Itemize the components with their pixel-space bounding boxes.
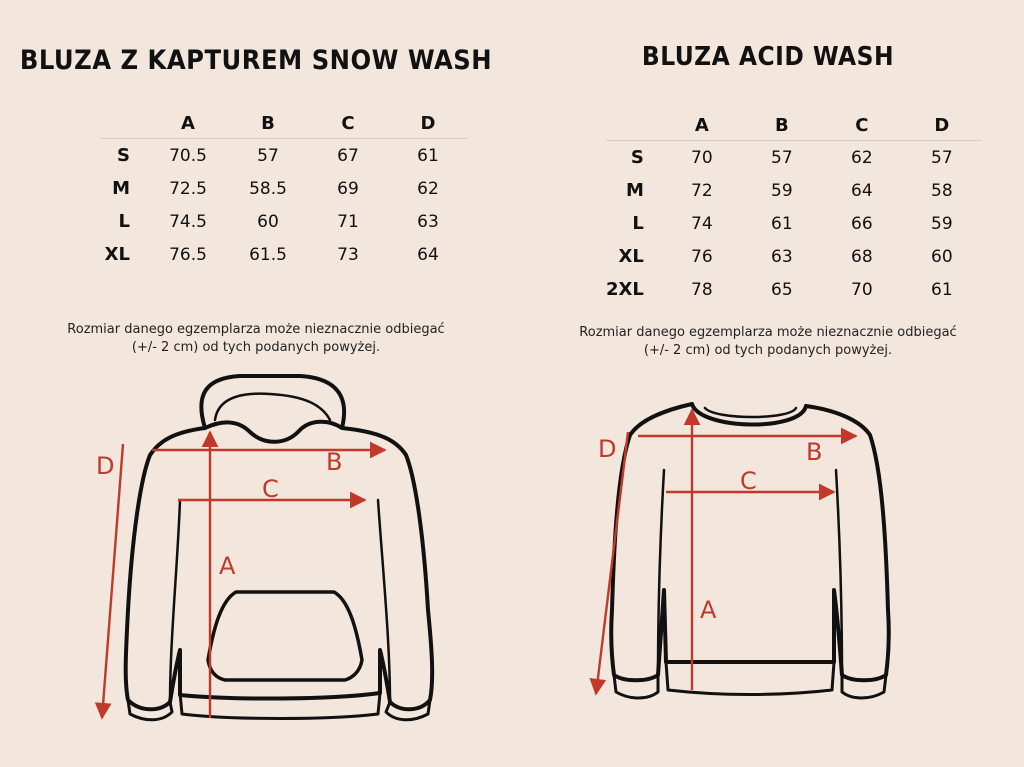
sweatshirt-title: BLUZA ACID WASH — [641, 42, 895, 72]
note-line: Rozmiar danego egzemplarza może nieznacznie odbiegać — [579, 325, 957, 340]
note-line: (+/- 2 cm) od tych podanych powyżej. — [643, 343, 893, 358]
table-cell: 64 — [851, 180, 873, 201]
measure-a-label: A — [700, 596, 717, 624]
table-cell: 68 — [851, 246, 873, 267]
table-cell: 74.5 — [169, 211, 207, 232]
table-cell: 58 — [931, 180, 953, 201]
column-header: B — [261, 112, 275, 134]
hoodie-size-table — [100, 108, 468, 271]
note-line: (+/- 2 cm) od tych podanych powyżej. — [131, 340, 381, 355]
table-cell: 59 — [931, 213, 953, 234]
table-row — [606, 240, 982, 273]
table-cell: 64 — [417, 244, 439, 265]
table-cell: 61.5 — [249, 244, 287, 265]
table-cell: 72 — [691, 180, 713, 201]
table-cell: 61 — [931, 279, 953, 300]
measure-d-label: D — [96, 452, 115, 480]
sweatshirt-body-outline — [611, 404, 889, 680]
sweatshirt-size-panel — [512, 0, 1024, 767]
table-cell: 76.5 — [169, 244, 207, 265]
table-cell: 70 — [851, 279, 873, 300]
measure-c-label: C — [262, 475, 279, 503]
size-label: XL — [104, 244, 130, 265]
measure-c-label: C — [740, 467, 757, 495]
table-cell: 62 — [851, 147, 873, 168]
size-label: M — [625, 180, 644, 201]
kangaroo-pocket — [208, 592, 362, 680]
table-cell: 61 — [417, 145, 439, 166]
table-cell: 59 — [771, 180, 793, 201]
table-cell: 74 — [691, 213, 713, 234]
table-row — [606, 174, 982, 207]
column-header: C — [341, 112, 355, 134]
measure-d-label: D — [598, 435, 617, 463]
size-label: XL — [618, 246, 644, 267]
table-cell: 63 — [771, 246, 793, 267]
measure-a-label: A — [219, 552, 236, 580]
size-label: 2XL — [606, 279, 644, 300]
size-label: L — [632, 213, 644, 234]
table-cell: 65 — [771, 279, 793, 300]
size-tolerance-note — [0, 321, 512, 357]
table-cell: 63 — [417, 211, 439, 232]
table-cell: 61 — [771, 213, 793, 234]
column-header: D — [420, 112, 436, 134]
table-cell: 78 — [691, 279, 713, 300]
table-row — [606, 273, 982, 306]
table-cell: 57 — [771, 147, 793, 168]
size-label: M — [112, 178, 130, 199]
table-row — [606, 207, 982, 240]
sweatshirt-illustration — [512, 360, 1024, 767]
sweatshirt-size-table — [606, 110, 982, 306]
table-cell: 67 — [337, 145, 359, 166]
collar-outline — [692, 404, 806, 425]
table-row — [100, 172, 468, 205]
collar-inner — [705, 408, 796, 417]
hoodie-title: BLUZA Z KAPTUREM SNOW WASH — [19, 45, 493, 76]
size-tolerance-note — [512, 324, 1024, 360]
table-cell: 57 — [931, 147, 953, 168]
table-cell: 73 — [337, 244, 359, 265]
table-header-row — [606, 110, 982, 141]
table-row — [100, 139, 468, 173]
table-cell: 58.5 — [249, 178, 287, 199]
hood-inner — [215, 394, 330, 420]
table-cell: 69 — [337, 178, 359, 199]
table-cell: 57 — [257, 145, 279, 166]
table-row — [100, 205, 468, 238]
measure-d-line — [102, 444, 123, 718]
table-cell: 60 — [931, 246, 953, 267]
table-row — [100, 238, 468, 271]
table-cell: 66 — [851, 213, 873, 234]
hoodie-illustration — [0, 360, 512, 767]
table-row — [606, 141, 982, 175]
table-cell: 60 — [257, 211, 279, 232]
table-cell: 76 — [691, 246, 713, 267]
note-line: Rozmiar danego egzemplarza może nieznacznie odbiegać — [67, 322, 445, 337]
table-cell: 62 — [417, 178, 439, 199]
size-label: L — [118, 211, 130, 232]
column-header: A — [694, 114, 709, 136]
measure-b-label: B — [326, 448, 343, 476]
column-header: D — [934, 114, 950, 136]
column-header: B — [775, 114, 789, 136]
size-label: S — [117, 145, 130, 166]
table-header-row — [100, 108, 468, 139]
measure-b-label: B — [806, 438, 823, 466]
column-header: C — [855, 114, 869, 136]
table-cell: 71 — [337, 211, 359, 232]
table-cell: 70.5 — [169, 145, 207, 166]
column-header: A — [181, 112, 195, 134]
table-cell: 70 — [691, 147, 713, 168]
table-cell: 72.5 — [169, 178, 207, 199]
size-label: S — [630, 147, 644, 168]
